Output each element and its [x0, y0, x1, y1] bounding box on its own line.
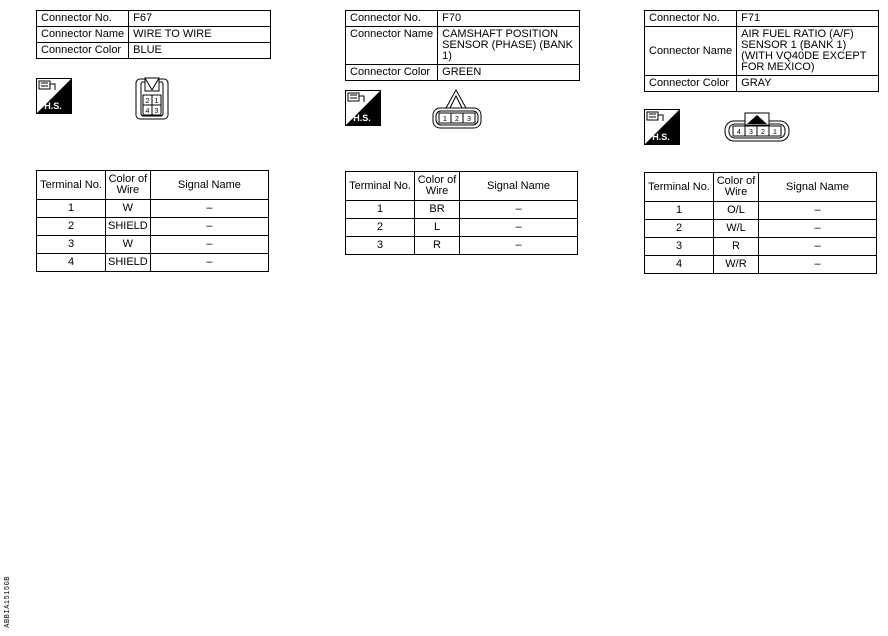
wire-color-header: Color of Wire	[415, 172, 460, 201]
connector-name-value: CAMSHAFT POSITION SENSOR (PHASE) (BANK 1)	[438, 27, 580, 65]
connector-color-label: Connector Color	[645, 76, 737, 92]
harness-side-icon	[345, 90, 381, 126]
terminal-table-f70-wrap	[345, 171, 580, 255]
connector-no-label: Connector No.	[346, 11, 438, 27]
wire-color-cell: BR	[415, 201, 460, 219]
pin-label: 4	[145, 108, 150, 115]
terminal-cell: 3	[346, 237, 415, 255]
terminal-cell: 3	[645, 238, 714, 256]
terminal-table-f67-wrap	[36, 170, 271, 272]
connector-f70-diagram	[432, 88, 482, 130]
connector-no-value: F70	[438, 11, 580, 27]
table-row	[346, 237, 578, 255]
connector-color-label: Connector Color	[346, 65, 438, 81]
terminal-no-header: Terminal No.	[346, 172, 415, 201]
connector-name-label: Connector Name	[37, 27, 129, 43]
table-row	[37, 218, 269, 236]
connector-name-value: WIRE TO WIRE	[129, 27, 271, 43]
pin-label: 3	[749, 129, 753, 136]
terminal-table-f71-wrap	[644, 172, 879, 274]
terminal-table-f70	[345, 171, 578, 255]
connector-color-value: BLUE	[129, 43, 271, 59]
connector-f71-block	[644, 10, 879, 92]
terminal-cell: 1	[346, 201, 415, 219]
terminal-cell: 1	[645, 202, 714, 220]
terminal-no-header: Terminal No.	[37, 171, 106, 200]
wire-color-cell: R	[415, 237, 460, 255]
pin-label: 4	[737, 129, 741, 136]
table-row	[645, 256, 877, 274]
connector-color-label: Connector Color	[37, 43, 129, 59]
table-row	[346, 219, 578, 237]
pin-label: 2	[761, 129, 765, 136]
connector-f67-block	[36, 10, 271, 59]
terminal-cell: 2	[645, 220, 714, 238]
signal-name-cell: –	[150, 254, 268, 272]
terminal-cell: 4	[37, 254, 106, 272]
hs-label: H.S.	[353, 113, 371, 123]
wire-color-cell: R	[714, 238, 759, 256]
pin-label: 3	[467, 116, 471, 123]
terminal-table-f67	[36, 170, 269, 272]
hs-label: H.S.	[652, 132, 670, 142]
connector-color-value: GRAY	[737, 76, 879, 92]
connector-name-value: AIR FUEL RATIO (A/F) SENSOR 1 (BANK 1) (WITH VQ40DE EXCEPT FOR MEXICO)	[737, 27, 879, 76]
signal-name-cell: –	[150, 218, 268, 236]
wire-color-cell: W/L	[714, 220, 759, 238]
terminal-cell: 2	[346, 219, 415, 237]
connector-info-table	[345, 10, 580, 81]
terminal-table-f71	[644, 172, 877, 274]
signal-name-cell: –	[759, 202, 877, 220]
harness-side-icon	[644, 109, 680, 145]
terminal-cell: 2	[37, 218, 106, 236]
wire-color-cell: SHIELD	[106, 218, 151, 236]
connector-f67-diagram	[134, 76, 170, 122]
signal-name-header: Signal Name	[460, 172, 578, 201]
hs-label: H.S.	[44, 101, 62, 111]
wire-color-header: Color of Wire	[106, 171, 151, 200]
table-row	[37, 254, 269, 272]
table-row	[645, 238, 877, 256]
connector-name-label: Connector Name	[645, 27, 737, 76]
table-row	[346, 201, 578, 219]
terminal-cell: 4	[645, 256, 714, 274]
pin-label: 1	[154, 98, 159, 105]
pin-label: 1	[773, 129, 777, 136]
table-row	[37, 236, 269, 254]
connector-color-value: GREEN	[438, 65, 580, 81]
signal-name-cell: –	[460, 201, 578, 219]
table-row	[645, 202, 877, 220]
pin-label: 2	[455, 116, 459, 123]
signal-name-header: Signal Name	[759, 173, 877, 202]
signal-name-cell: –	[150, 236, 268, 254]
connector-f71-diagram	[724, 111, 790, 143]
pin-label: 1	[443, 116, 447, 123]
wire-color-cell: W/R	[714, 256, 759, 274]
wire-color-cell: W	[106, 200, 151, 218]
connector-no-value: F67	[129, 11, 271, 27]
wire-color-header: Color of Wire	[714, 173, 759, 202]
connector-info-table	[36, 10, 271, 59]
terminal-no-header: Terminal No.	[645, 173, 714, 202]
signal-name-cell: –	[150, 200, 268, 218]
connector-no-label: Connector No.	[37, 11, 129, 27]
figure-code: ABBIA1515GB	[4, 576, 12, 628]
terminal-cell: 1	[37, 200, 106, 218]
wire-color-cell: W	[106, 236, 151, 254]
wire-color-cell: O/L	[714, 202, 759, 220]
signal-name-cell: –	[759, 238, 877, 256]
signal-name-header: Signal Name	[150, 171, 268, 200]
terminal-cell: 3	[37, 236, 106, 254]
connector-no-label: Connector No.	[645, 11, 737, 27]
wire-color-cell: SHIELD	[106, 254, 151, 272]
connector-name-label: Connector Name	[346, 27, 438, 65]
signal-name-cell: –	[460, 237, 578, 255]
signal-name-cell: –	[759, 220, 877, 238]
wire-color-cell: L	[415, 219, 460, 237]
connector-info-table	[644, 10, 879, 92]
connector-no-value: F71	[737, 11, 879, 27]
pin-label: 3	[154, 108, 159, 115]
signal-name-cell: –	[759, 256, 877, 274]
harness-side-icon	[36, 78, 72, 114]
table-row	[37, 200, 269, 218]
table-row	[645, 220, 877, 238]
connector-f70-block	[345, 10, 580, 81]
signal-name-cell: –	[460, 219, 578, 237]
pin-label: 2	[145, 98, 150, 105]
